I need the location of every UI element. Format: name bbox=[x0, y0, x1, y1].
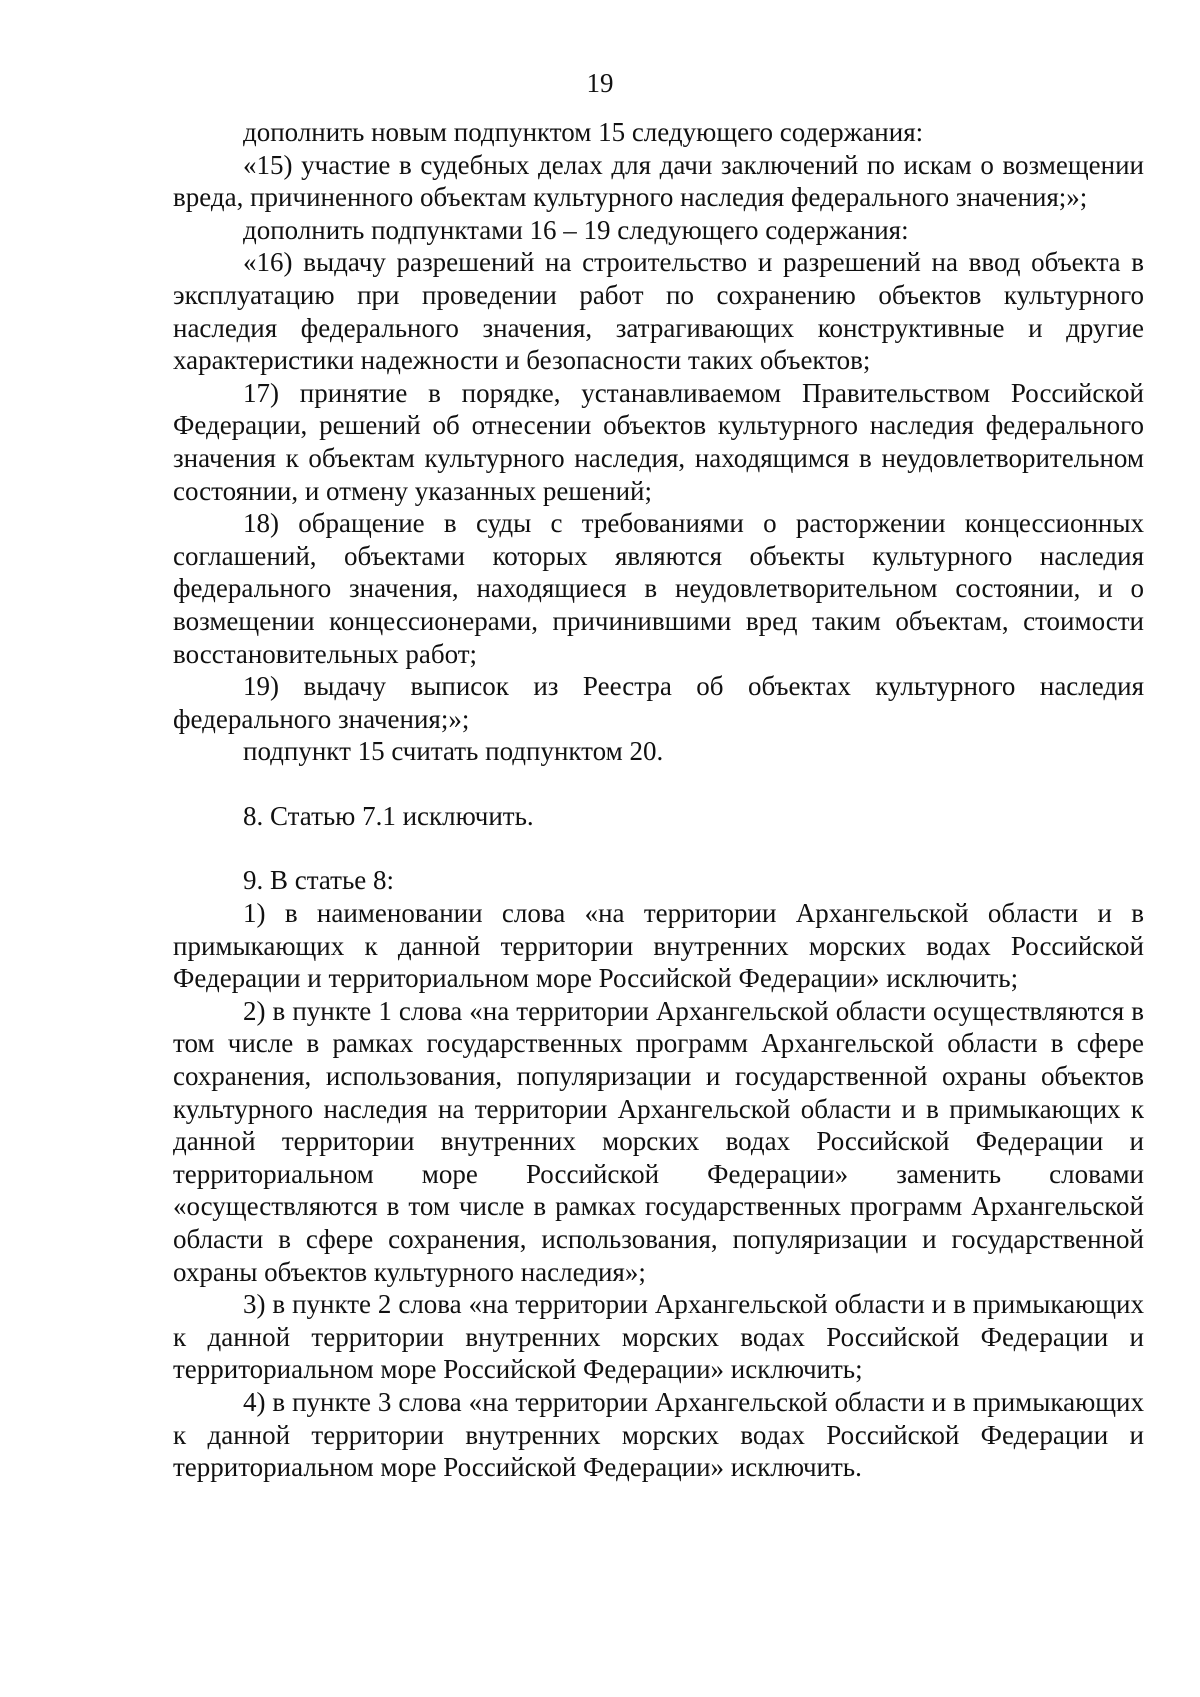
paragraph-item-9-sub-4: 4) в пункте 3 слова «на территории Архангельской области и в примыкающих к данной территории внутренних морских водах Российской Федерации и территориальном море Российской Федерации» исключить. bbox=[173, 1386, 1144, 1483]
paragraph-item-9-sub-1: 1) в наименовании слова «на территории Архангельской области и в примыкающих к данной территории внутренних морских водах Российской Федерации и территориальном море Российской Федерации» исключить; bbox=[173, 898, 1144, 994]
spacer bbox=[173, 832, 1144, 864]
paragraph-renumber-subitem: подпункт 15 считать подпунктом 20. bbox=[243, 736, 664, 767]
page-number: 19 bbox=[586, 68, 614, 98]
paragraph-subitem-16: «16) выдачу разрешений на строительство и разрешений на ввод объекта в эксплуатацию при проведении работ по сохранению объектов культурного наследия федерального значения, затрагивающих конструктивные и другие характеристики надежности и безопасности таких объектов; bbox=[173, 247, 1144, 376]
document-body bbox=[173, 116, 1144, 1484]
paragraph-add-subitem-15-intro: дополнить новым подпунктом 15 следующего содержания: bbox=[243, 117, 924, 147]
paragraph-item-9-sub-3: 3) в пункте 2 слова «на территории Архангельской области и в примыкающих к данной территории внутренних морских водах Российской Федерации и территориальном море Российской Федерации» исключить; bbox=[173, 1289, 1144, 1385]
spacer bbox=[173, 768, 1144, 800]
paragraph-subitem-15: «15) участие в судебных делах для дачи заключений по искам о возмещении вреда, причиненного объектам культурного наследия федерального значения;»; bbox=[173, 149, 1144, 213]
paragraph-add-subitems-16-19-intro: дополнить подпунктами 16 – 19 следующего содержания: bbox=[243, 214, 909, 245]
paragraph-subitem-17: 17) принятие в порядке, устанавливаемом Правительством Российской Федерации, решений об отнесении объектов культурного наследия федерального значения к объектам культурного наследия, находящимся в неудовлетворительном состоянии, и отмену указанных решений; bbox=[173, 377, 1144, 506]
paragraph-item-9: 9. В статье 8: bbox=[243, 865, 395, 896]
paragraph-subitem-18: 18) обращение в суды с требованиями о расторжении концессионных соглашений, объектами которых являются объекты культурного наследия федерального значения, находящиеся в неудовлетворительном состоянии, и о возмещении концессионерами, причинившими вред таким объектам, стоимости восстановительных работ; bbox=[173, 508, 1144, 669]
paragraph-item-9-sub-2: 2) в пункте 1 слова «на территории Архангельской области осуществляются в том числе в рамках государственных программ Архангельской области в сфере сохранения, использования, популяризации и государственной охраны объектов культурного наследия на территории Архангельской области и в примыкающих к данной территории внутренних морских водах Российской Федерации и территориальном море Российской Федерации» заменить словами «осуществляются в том числе в рамках государственных программ Архангельской области в сфере сохранения, использования, популяризации и государственной охраны объектов культурного наследия»; bbox=[173, 995, 1144, 1287]
paragraph-item-8: 8. Статью 7.1 исключить. bbox=[243, 800, 534, 831]
paragraph-subitem-19: 19) выдачу выписок из Реестра об объектах культурного наследия федерального значения;»; bbox=[173, 671, 1144, 734]
